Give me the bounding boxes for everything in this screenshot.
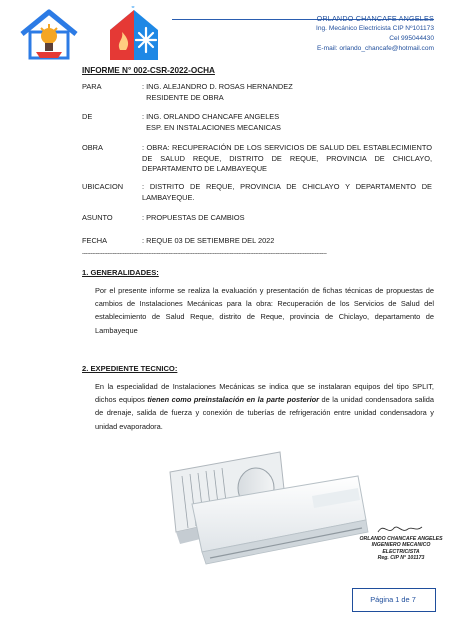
- signature-stamp: ORLANDO CHANCAFE ANGELES INGENIERO MECANICO ELECTRICISTA Reg. CIP N° 101173: [359, 536, 443, 562]
- field-label: ASUNTO: [82, 213, 113, 222]
- field-label: DE: [82, 112, 93, 121]
- field-value: : ING. ORLANDO CHANCAFE ANGELES ESP. EN INSTALACIONES MECANICAS: [142, 112, 281, 132]
- field-value: : REQUE 03 DE SETIEMBRE DEL 2022: [142, 236, 275, 245]
- hvac-logo: [106, 6, 162, 64]
- contact-block: [316, 14, 434, 54]
- section-heading-generalidades: 1. GENERALIDADES:: [82, 268, 159, 277]
- field-label: FECHA: [82, 236, 108, 245]
- field-value: : OBRA: RECUPERACIÓN DE LOS SERVICIOS DE SALUD DEL ESTABLECIMIENTO DE SALUD REQUE, DISTRITO DE REQUE, PROVINCIA DE CHICLAYO, DEPARTAMENTO DE LAMBAYEQUE: [142, 143, 432, 174]
- field-label: UBICACION: [82, 182, 124, 191]
- section-body-generalidades: Por el presente informe se realiza la evaluación y presentación de fichas técnicas de propuestas de cambios de Instalaciones Mecánicas para la obra: Recuperación de los Servicios de Salud del establecimiento de Salud Reque, distrito de Reque, provincia de Chiclayo, departamento de Lambayeque: [95, 286, 434, 335]
- contact-email: E-mail: orlando_chancafe@hotmail.com: [316, 45, 434, 52]
- field-label: OBRA: [82, 143, 103, 152]
- field-label: PARA: [82, 82, 102, 91]
- field-value: : ING. ALEJANDRO D. ROSAS HERNANDEZ RESIDENTE DE OBRA: [142, 82, 293, 102]
- contact-name: ORLANDO CHANCAFE ANGELES: [316, 14, 434, 23]
- contact-title: Ing. Mecánico Electricista CIP Nº101173: [316, 25, 434, 32]
- field-value: : DISTRITO DE REQUE, PROVINCIA DE CHICLAYO Y DEPARTAMENTO DE LAMBAYEQUE.: [142, 182, 432, 202]
- separator-line: ------------------------------------------------------------------------------------------------------------------------------------------------: [82, 251, 327, 257]
- house-bulb-logo: [14, 6, 84, 62]
- page-number: Página 1 de 7: [370, 595, 416, 604]
- split-ac-illustration: [162, 448, 372, 570]
- field-value: : PROPUESTAS DE CAMBIOS: [142, 213, 245, 222]
- report-title: INFORME N° 002-CSR-2022-OCHA: [82, 66, 215, 75]
- contact-phone: Cel 995044430: [389, 35, 434, 42]
- emphasis-text: tienen como preinstalación en la parte posterior: [147, 395, 320, 405]
- section-body-expediente: En la especialidad de Instalaciones Mecánicas se indica que se instalaran equipos del tipo SPLIT, dichos equipos tienen como preinstalación en la parte posterior de la unidad condensadora salida de drenaje, salida de fuerza y conexión de tuberías de refrigeración entre unidad condensadora y unidad evaporadora.: [95, 382, 435, 431]
- section-heading-expediente: 2. EXPEDIENTE TECNICO:: [82, 364, 178, 373]
